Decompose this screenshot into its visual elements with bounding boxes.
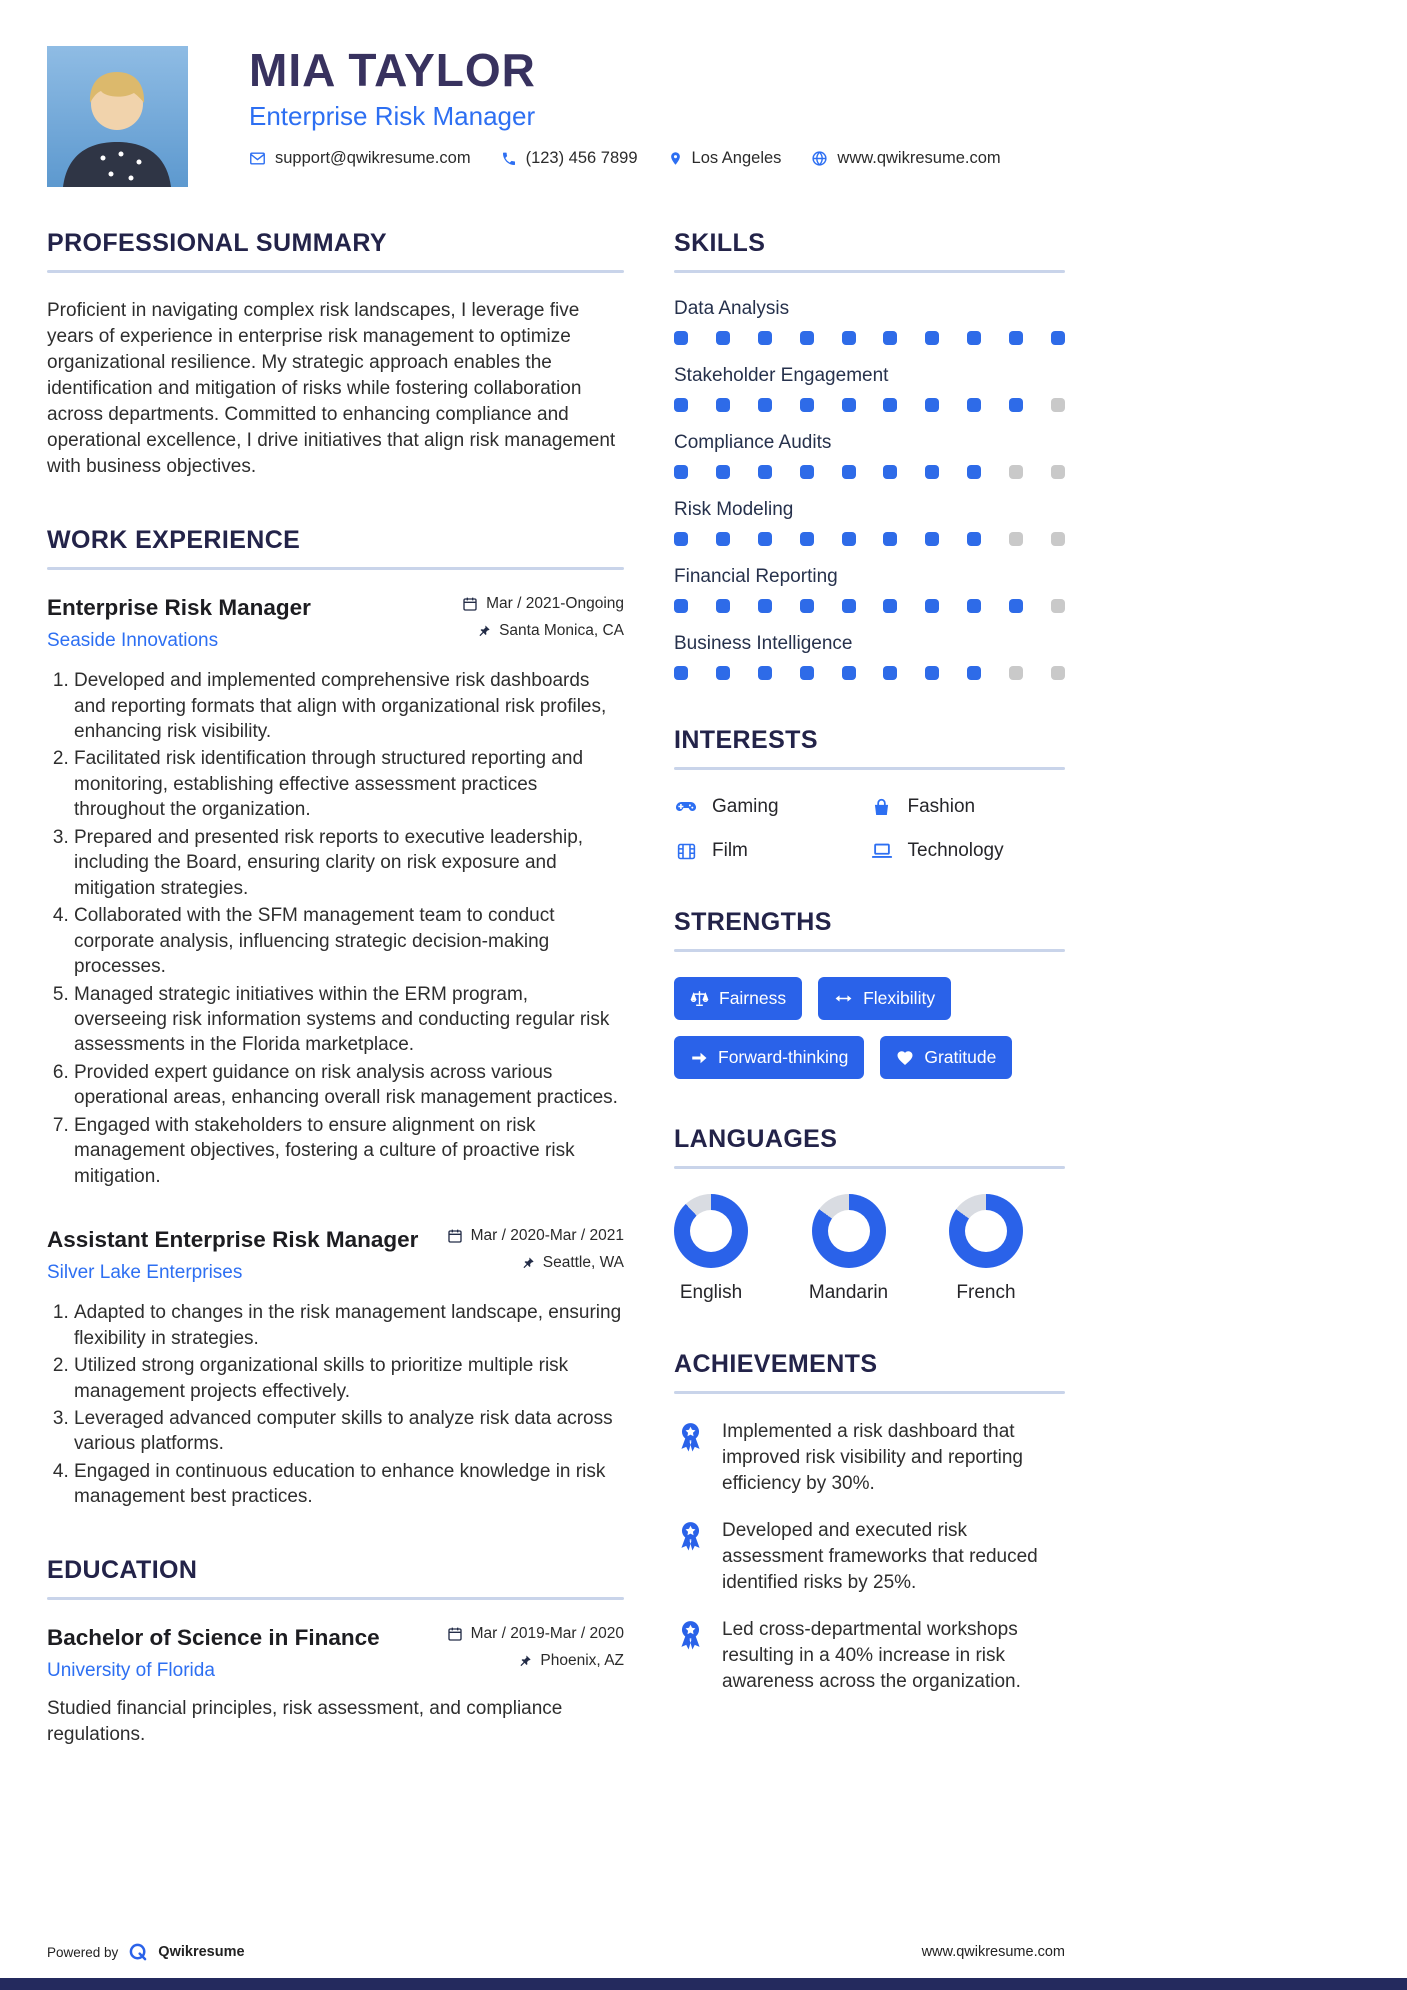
profile-photo [47,46,188,187]
contact-website [811,149,1000,168]
contact-phone [501,149,638,168]
skill-level-bar [674,666,1065,680]
skill-level-dot [967,532,981,546]
section-rule [47,270,624,273]
interest-label: Film [712,840,748,861]
strength-label: Gratitude [924,1047,997,1067]
contact-website-text[interactable]: www.qwikresume.com [837,149,1001,168]
pushpin-icon [477,624,491,638]
experience-section [47,526,624,1510]
skill-level-dot [758,465,772,479]
calendar-icon [447,1228,463,1244]
skill-level-dot [716,532,730,546]
skill-level-dot [842,599,856,613]
skill-level-dot [716,398,730,412]
skill-name: Data Analysis [674,298,790,319]
skill-level-dot [883,398,897,412]
skills-list [674,298,1065,680]
laptop-icon [870,840,894,862]
skill-level-dot [1051,331,1065,345]
job-header [47,595,624,652]
language-item [809,1194,888,1304]
language-donut-chart [812,1194,886,1268]
right-column [674,229,1065,1741]
medal-icon [674,1618,707,1695]
strengths-section [674,908,1065,1079]
section-rule [674,767,1065,770]
language-name: French [956,1282,1016,1303]
handbag-icon [870,797,894,818]
footer-website: www.qwikresume.com [921,1944,1065,1960]
skill-level-dot [758,331,772,345]
section-heading-achievements: ACHIEVEMENTS [674,1350,878,1378]
skill-level-dot [1051,666,1065,680]
skill-level-dot [1051,398,1065,412]
skill-name: Stakeholder Engagement [674,365,889,386]
job-title: Assistant Enterprise Risk Manager [47,1227,419,1253]
education-location [447,1652,624,1670]
skill-level-dot [1009,599,1023,613]
pin-icon [668,150,683,167]
experience-bullet: 1. Adapted to changes in the risk management landscape, ensuring flexibility in strategies. [74,1300,624,1351]
skill-item [674,298,1065,345]
job-meta [462,595,624,649]
section-rule [674,1391,1065,1394]
strengths-chips [674,977,1065,1079]
section-heading-experience: WORK EXPERIENCE [47,526,301,555]
achievement-item [674,1518,1065,1596]
education-location-text: Phoenix, AZ [540,1651,624,1669]
job-location-text: Santa Monica, CA [499,622,624,640]
language-item [949,1194,1023,1304]
gamepad-icon [674,795,698,819]
skill-level-dot [883,465,897,479]
interests-section [674,726,1065,862]
job-location [462,622,624,640]
powered-by [47,1942,245,1962]
skill-level-dot [800,666,814,680]
strength-label: Forward-thinking [718,1047,849,1067]
skill-level-bar [674,599,1065,613]
interest-item [870,840,1066,862]
company-link[interactable]: Silver Lake Enterprises [47,1262,243,1284]
skill-level-dot [1051,465,1065,479]
job-dates [447,1227,624,1245]
job-header-left [47,1227,418,1284]
skill-level-dot [842,666,856,680]
skill-level-dot [883,599,897,613]
strength-chip [674,977,802,1020]
skill-level-dot [1009,666,1023,680]
skill-level-dot [842,331,856,345]
skill-level-dot [925,666,939,680]
interest-item [674,795,870,819]
achievements-section [674,1350,1065,1695]
section-heading-summary: PROFESSIONAL SUMMARY [47,229,387,257]
arrow-right-icon [690,1049,708,1067]
achievement-item [674,1617,1065,1695]
job-dates-text: Mar / 2020-Mar / 2021 [470,1227,624,1245]
left-column [47,229,624,1794]
heart-icon [896,1049,914,1067]
experience-bullet: 7. Engaged with stakeholders to ensure alignment on risk management objectives, fostering a culture of proactive risk mitigation. [74,1113,624,1189]
skill-level-dot [800,331,814,345]
skill-level-dot [1051,532,1065,546]
skill-level-dot [800,465,814,479]
education-item [47,1625,624,1748]
achievement-text: Developed and executed risk assessment frameworks that reduced identified risks by 25%. [722,1520,1038,1594]
experience-bullet: 1. Developed and implemented comprehensive risk dashboards and reporting formats that align with organizational risk profiles, enhancing risk visibility. [74,668,624,744]
education-header [47,1625,624,1682]
skill-level-dot [716,465,730,479]
person-name: MIA TAYLOR [249,44,536,96]
interest-item [870,795,1066,819]
person-title: Enterprise Risk Manager [249,101,536,132]
skill-item [674,432,1065,479]
brand-link[interactable]: Qwikresume [158,1944,245,1960]
language-donut-chart [674,1194,748,1268]
experience-bullet: 3. Leveraged advanced computer skills to analyze risk data across various platforms. [74,1406,624,1457]
strength-chip [880,1036,1012,1079]
skill-level-dot [1051,599,1065,613]
job-meta [447,1227,624,1281]
education-header-left [47,1625,380,1682]
skill-level-dot [967,666,981,680]
header [47,46,1407,187]
skill-level-dot [758,532,772,546]
pushpin-icon [521,1256,535,1270]
languages-list [674,1194,1065,1304]
strength-chip [674,1036,864,1079]
skill-level-bar [674,398,1065,412]
section-rule [674,1166,1065,1169]
education-section [47,1556,624,1748]
phone-icon [501,151,517,167]
education-meta [447,1625,624,1679]
skill-level-dot [925,331,939,345]
skill-item [674,499,1065,546]
qwikresume-logo-icon [128,1942,148,1962]
skill-level-dot [1009,398,1023,412]
experience-bullet: 4. Collaborated with the SFM management team to conduct corporate analysis, influencing strategic decision-making processes. [74,903,624,979]
skill-level-dot [716,331,730,345]
skill-level-dot [1009,465,1023,479]
skill-level-dot [674,465,688,479]
job-location-text: Seattle, WA [542,1254,624,1272]
section-heading-interests: INTERESTS [674,726,818,754]
skill-item [674,566,1065,613]
skill-level-dot [925,599,939,613]
skill-level-dot [842,398,856,412]
job-bullets [47,1300,624,1510]
contact-row [249,149,1031,168]
medal-icon [674,1519,707,1596]
calendar-icon [447,1626,463,1642]
powered-by-label: Powered by [47,1944,119,1960]
skill-level-dot [967,599,981,613]
section-heading-languages: LANGUAGES [674,1125,838,1153]
achievement-text: Implemented a risk dashboard that improved risk visibility and reporting efficiency by 30%. [722,1421,1023,1495]
skills-section [674,229,1065,680]
pushpin-icon [518,1654,532,1668]
skill-name: Compliance Audits [674,432,832,453]
languages-section [674,1125,1065,1304]
experience-bullet: 2. Facilitated risk identification through structured reporting and monitoring, establishing effective assessment practices throughout the organization. [74,746,624,822]
skill-level-dot [883,532,897,546]
language-item [674,1194,748,1304]
language-name: Mandarin [808,1282,889,1303]
job-dates [462,595,624,613]
achievement-item [674,1419,1065,1497]
contact-email-text[interactable]: support@qwikresume.com [275,149,471,168]
achievements-list [674,1419,1065,1695]
interest-label: Technology [907,840,1004,861]
job-header [47,1227,624,1284]
section-rule [674,949,1065,952]
summary-section [47,229,624,480]
job-bullets [47,668,624,1189]
job-title: Enterprise Risk Manager [47,595,311,621]
identity-block [249,46,1031,168]
interest-label: Gaming [712,796,779,817]
interest-item [674,840,870,862]
content-columns [47,229,1407,1794]
skill-level-dot [883,331,897,345]
skill-level-dot [842,532,856,546]
interest-label: Fashion [907,796,976,817]
bottom-accent-bar [0,1978,1407,1990]
skill-level-dot [925,532,939,546]
strength-label: Fairness [719,988,787,1008]
language-name: English [679,1282,743,1303]
skill-level-dot [883,666,897,680]
skill-level-dot [674,532,688,546]
interests-grid [674,795,1065,862]
experience-bullet: 6. Provided expert guidance on risk analysis across various operational areas, enhancing overall risk management practices. [74,1060,624,1111]
skill-level-dot [967,465,981,479]
education-dates-text: Mar / 2019-Mar / 2020 [470,1624,624,1642]
skill-level-dot [842,465,856,479]
contact-phone-text: (123) 456 7899 [525,149,638,168]
skill-level-dot [716,599,730,613]
achievement-text: Led cross-departmental workshops resulting in a 40% increase in risk awareness across the organization. [722,1619,1021,1693]
skill-level-dot [800,532,814,546]
skill-level-dot [967,331,981,345]
skill-name: Risk Modeling [674,499,794,520]
section-heading-education: EDUCATION [47,1555,198,1584]
language-donut-chart [949,1194,1023,1268]
experience-bullet: 5. Managed strategic initiatives within the ERM program, overseeing risk information systems and conducting regular risk assessments in the Florida marketplace. [74,982,624,1058]
job-item [47,595,624,1189]
skill-level-dot [800,599,814,613]
education-description: Studied financial principles, risk assessment, and compliance regulations. [47,1697,563,1746]
globe-icon [811,150,828,167]
contact-location-text: Los Angeles [691,149,782,168]
school-link[interactable]: University of Florida [47,1659,215,1681]
section-heading-skills: SKILLS [674,229,766,257]
skill-level-bar [674,532,1065,546]
skill-level-dot [674,599,688,613]
skill-level-dot [800,398,814,412]
degree-title: Bachelor of Science in Finance [47,1624,380,1650]
skill-level-dot [758,599,772,613]
skill-level-dot [925,465,939,479]
skill-level-dot [925,398,939,412]
company-link[interactable]: Seaside Innovations [47,630,219,652]
skill-level-dot [758,666,772,680]
skill-level-dot [758,398,772,412]
section-rule [47,1597,624,1600]
skill-level-dot [967,398,981,412]
person-silhouette-icon [47,46,188,187]
skill-level-bar [674,331,1065,345]
contact-location [668,149,782,168]
section-heading-strengths: STRENGTHS [674,908,832,936]
experience-bullet: 2. Utilized strong organizational skills to prioritize multiple risk management projects effectively. [74,1353,624,1404]
jobs-list [47,595,624,1510]
skill-level-dot [674,331,688,345]
arrows-horizontal-icon [834,989,853,1008]
skill-level-dot [674,398,688,412]
footer [47,1942,1065,1962]
education-dates [447,1625,624,1643]
job-dates-text: Mar / 2021-Ongoing [486,595,624,613]
scales-icon [690,989,709,1008]
strength-chip [818,977,951,1020]
skill-item [674,365,1065,412]
skill-item [674,633,1065,680]
summary-text: Proficient in navigating complex risk landscapes, I leverage five years of experience in enterprise risk management to optimize organizational resilience. My strategic approach enables the identification and mitigation of risks while fostering collaboration across departments. Committed to enhancing compliance and operational excellence, I drive initiatives that align risk management with business objectives. [47,300,616,478]
job-location [447,1254,624,1272]
envelope-icon [249,150,266,167]
contact-email [249,149,471,168]
film-icon [674,841,698,862]
medal-icon [674,1420,707,1497]
strength-label: Flexibility [863,988,936,1008]
calendar-icon [462,596,478,612]
section-rule [47,567,624,570]
skill-level-bar [674,465,1065,479]
job-header-left [47,595,311,652]
skill-level-dot [716,666,730,680]
skill-level-dot [1009,532,1023,546]
skill-name: Business Intelligence [674,633,853,654]
section-rule [674,270,1065,273]
experience-bullet: 4. Engaged in continuous education to enhance knowledge in risk management best practices. [74,1459,624,1510]
education-list [47,1625,624,1748]
skill-name: Financial Reporting [674,566,838,587]
skill-level-dot [674,666,688,680]
job-item [47,1227,624,1510]
skill-level-dot [1009,331,1023,345]
experience-bullet: 3. Prepared and presented risk reports to executive leadership, including the Board, ensuring clarity on risk exposure and mitigation strategies. [74,825,624,901]
